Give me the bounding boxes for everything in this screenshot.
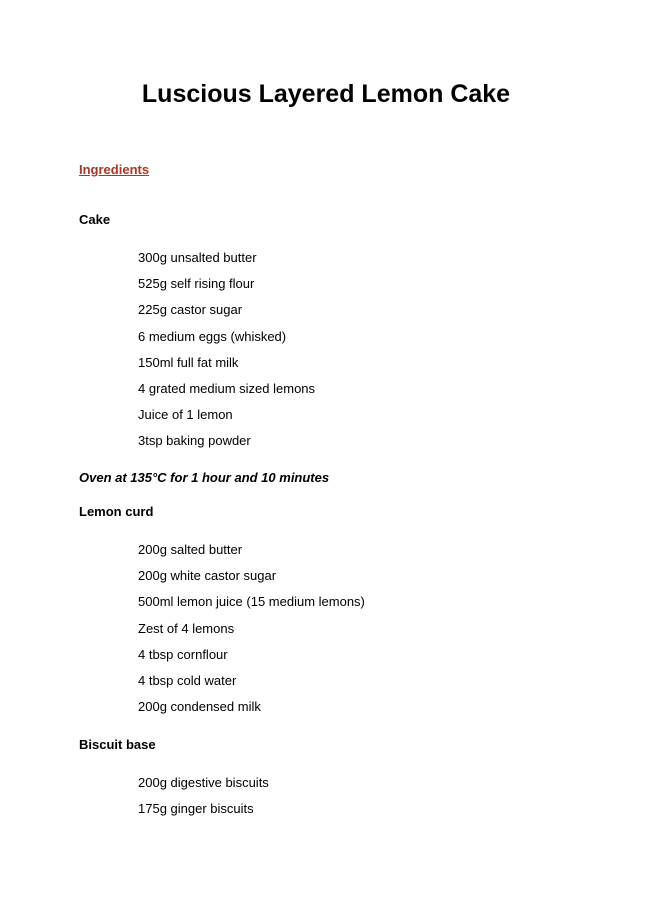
list-item: 150ml full fat milk (138, 354, 239, 370)
list-item: 4 tbsp cornflour (138, 646, 228, 662)
list-item: 4 grated medium sized lemons (138, 380, 316, 396)
list-item: 525g self rising flour (138, 276, 255, 292)
list-item: Juice of 1 lemon (138, 407, 233, 423)
list-item: 300g unsalted butter (138, 250, 257, 265)
lemon-curd-ingredient-list (138, 542, 365, 725)
list-item: 4 tbsp cold water (138, 672, 237, 688)
list-item: Zest of 4 lemons (138, 620, 235, 636)
section-heading-cake: Cake (79, 212, 111, 227)
oven-instruction: Oven at 135°C for 1 hour and 10 minutes (79, 470, 330, 485)
section-heading-lemon-curd: Lemon curd (79, 504, 154, 519)
list-item: 200g white castor sugar (138, 568, 277, 584)
biscuit-base-ingredient-list (138, 775, 269, 827)
list-item: 200g condensed milk (138, 699, 261, 715)
list-item: 6 medium eggs (whisked) (138, 328, 287, 344)
section-heading-biscuit-base: Biscuit base (79, 737, 156, 752)
cake-ingredient-list (138, 250, 315, 460)
list-item: 175g ginger biscuits (138, 801, 254, 817)
list-item: 200g salted butter (138, 542, 243, 557)
list-item: 3tsp baking powder (138, 433, 251, 449)
ingredients-heading: Ingredients (79, 162, 150, 177)
list-item: 200g digestive biscuits (138, 775, 269, 790)
page-title: Luscious Layered Lemon Cake (141, 80, 511, 108)
list-item: 500ml lemon juice (15 medium lemons) (138, 594, 365, 610)
list-item: 225g castor sugar (138, 302, 243, 318)
